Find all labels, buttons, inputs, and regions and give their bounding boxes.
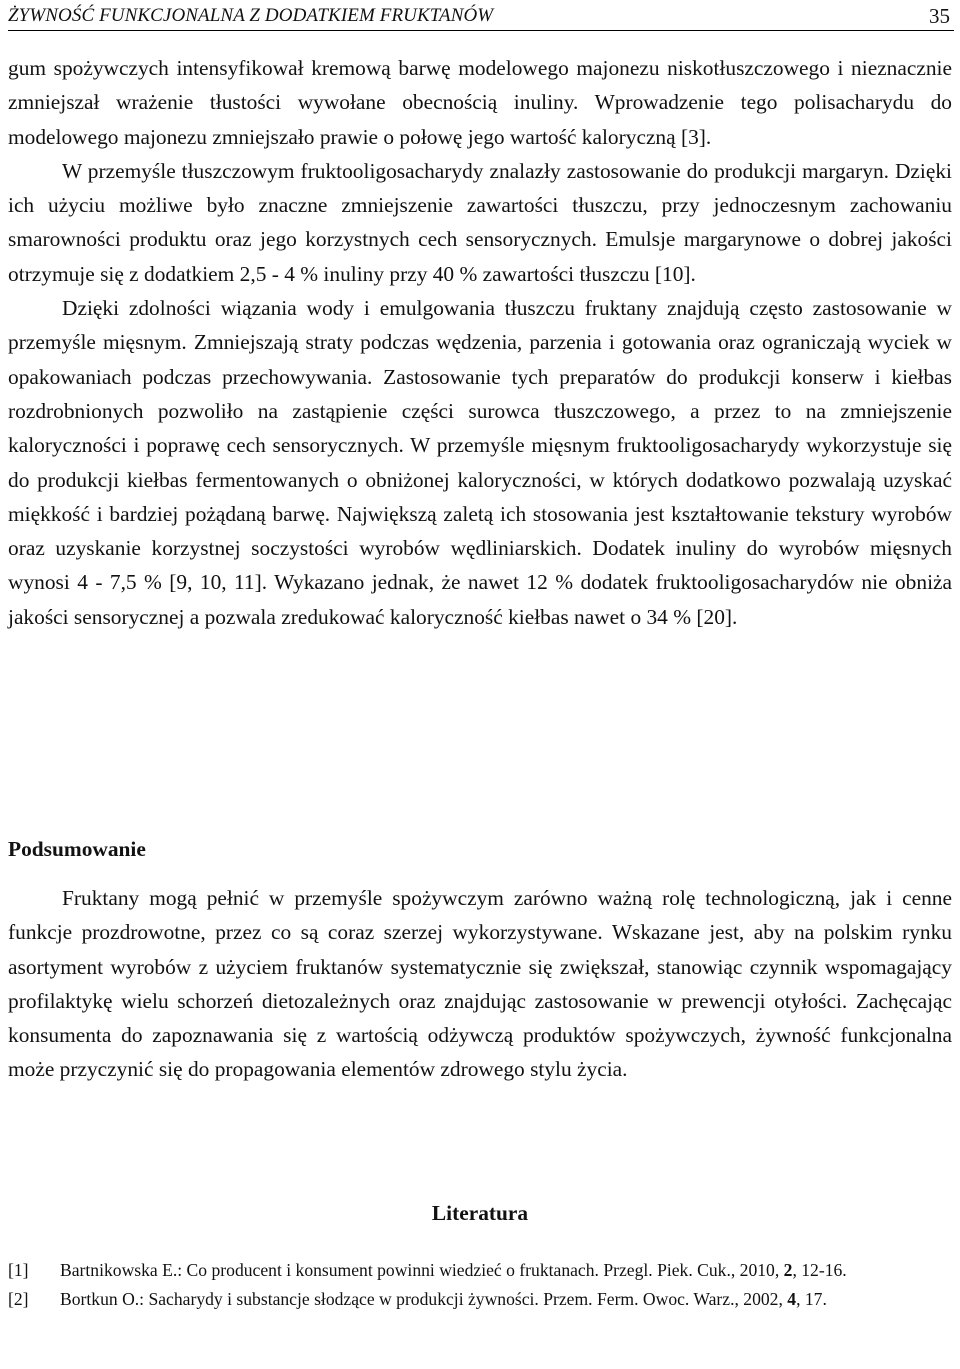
reference-volume: 2 bbox=[783, 1260, 793, 1280]
reference-pages: , 12-16. bbox=[792, 1260, 847, 1280]
reference-number: [2] bbox=[8, 1288, 29, 1309]
reference-volume: 4 bbox=[787, 1288, 797, 1309]
paragraph-mayonnaise: gum spożywczych intensyfikował kremową barwę modelowego majonezu niskotłuszczowego i nieznacznie zmniejszał wrażenie tłustości wywołane obecnością inuliny. Wprowadzenie tego polisacharydu do modelowego majonezu zmniejszało prawie o połowę jego wartość kaloryczną [3]. bbox=[8, 56, 952, 149]
reference-item bbox=[8, 1256, 952, 1285]
reference-text: Bartnikowska E.: Co producent i konsument powinni wiedzieć o fruktanach. Przegl. Piek. Cuk., 2010, bbox=[60, 1260, 784, 1280]
reference-number: [1] bbox=[8, 1260, 29, 1280]
running-header bbox=[8, 2, 954, 31]
reference-item bbox=[8, 1285, 952, 1314]
reference-text: Bortkun O.: Sacharydy i substancje słodzące w produkcji żywności. Przem. Ferm. Owoc. Warz., 2002, bbox=[60, 1288, 788, 1309]
paragraph-margarine: W przemyśle tłuszczowym fruktooligosacharydy znalazły zastosowanie do produkcji margaryn. Dzięki ich użyciu możliwe było znaczne zmniejszenie zawartości tłuszczu, przy jednoczesnym zachowaniu smarowności produktu oraz jego korzystnych cech sensorycznych. Emulsje margarynowe o dobrej jakości otrzymuje się z dodatkiem 2,5 - 4 % inuliny przy 40 % zawartości tłuszczu [10]. bbox=[8, 158, 952, 286]
summary-paragraph: Fruktany mogą pełnić w przemyśle spożywczym zarówno ważną rolę technologiczną, jak i cenne funkcje prozdrowotne, przez co są coraz szerzej wykorzystywane. Wskazane jest, aby na polskim rynku asortyment wyrobów z użyciem fruktanów systematycznie się zwiększał, stanowiąc czynnik wspomagający profilaktykę wielu schorzeń dietozależnych oraz znajdując zastosowanie w prewencji otyłości. Zachęcając konsumenta do zapoznawania się z wartością odżywczą produktów spożywczych, żywność funkcjonalna może przyczynić się do propagowania elementów zdrowego stylu życia. bbox=[8, 886, 952, 1082]
literature-heading: Literatura bbox=[431, 1201, 529, 1225]
running-title: ŻYWNOŚĆ FUNKCJONALNA Z DODATKIEM FRUKTANÓW bbox=[8, 5, 494, 26]
summary-text-block bbox=[8, 881, 952, 1087]
reference-list bbox=[8, 1256, 952, 1313]
summary-heading: Podsumowanie bbox=[8, 837, 146, 861]
body-text bbox=[8, 51, 952, 634]
reference-pages: , 17. bbox=[796, 1288, 827, 1309]
paragraph-meat-industry: Dzięki zdolności wiązania wody i emulgowania tłuszczu fruktany znajdują często zastosowanie w przemyśle mięsnym. Zmniejszają straty podczas wędzenia, parzenia i gotowania oraz ograniczają wyciek w opakowaniach podczas przechowywania. Zastosowanie tych preparatów do produkcji konserw i kiełbas rozdrobnionych pozwoliło na zastąpienie części surowca tłuszczowego, a przez to na zmniejszenie kaloryczności i poprawę cech sensorycznych. W przemyśle mięsnym fruktooligosacharydy wykorzystuje się do produkcji kiełbas fermentowanych o obniżonej kaloryczności, w których dodatkowo pozwalają uzyskać miękkość i bardziej pożądaną barwę. Największą zaletą ich stosowania jest kształtowanie tekstury wyrobów oraz uzyskanie korzystnej soczystości wyrobów wędliniarskich. Dodatek inuliny do wyrobów mięsnych wynosi 4 - 7,5 % [9, 10, 11]. Wykazano jednak, że nawet 12 % dodatek fruktooligosacharydów nie obniża jakości sensorycznej a pozwala zredukować kaloryczność kiełbas nawet o 34 % [20]. bbox=[8, 296, 952, 629]
page-number: 35 bbox=[929, 4, 950, 28]
